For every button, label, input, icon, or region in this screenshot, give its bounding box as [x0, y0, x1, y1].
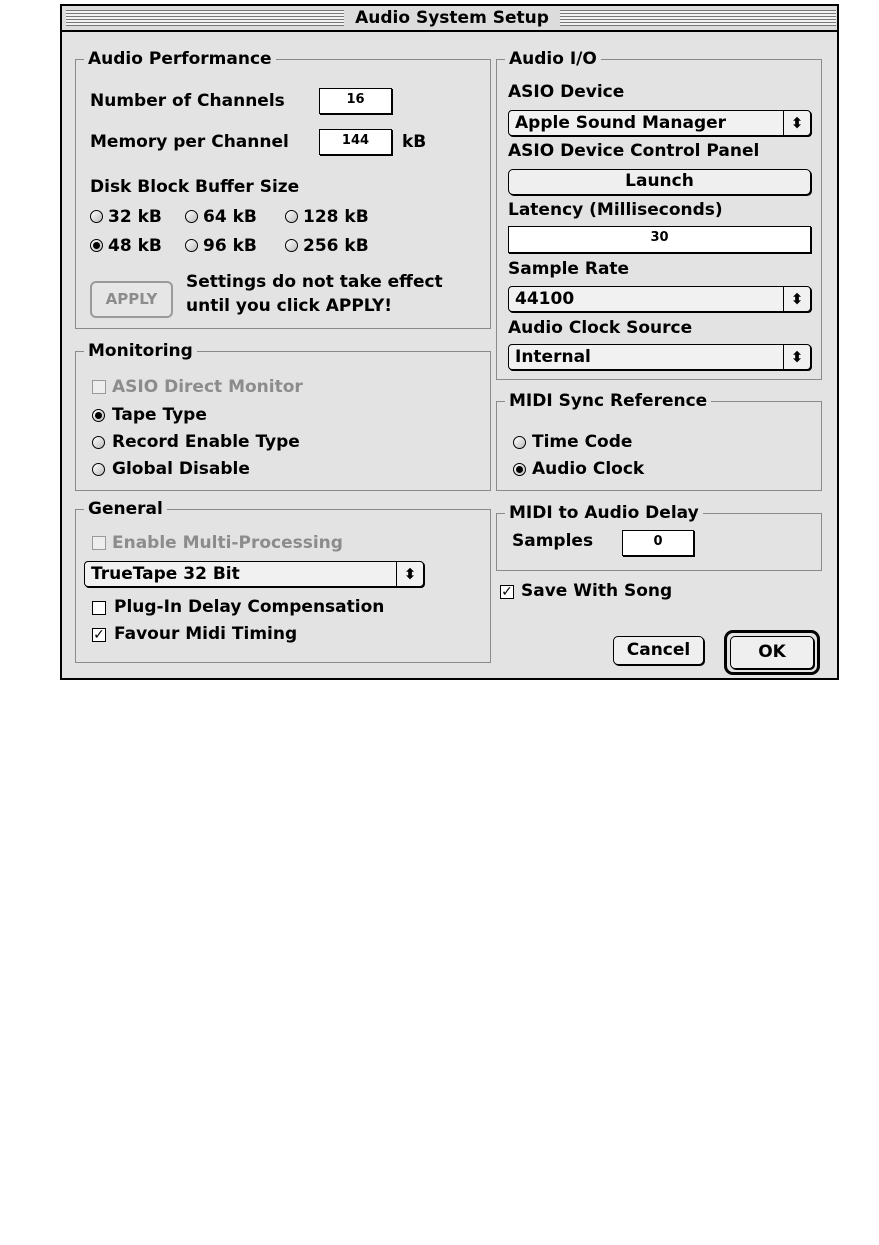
- clock-source-popup[interactable]: [508, 344, 811, 370]
- audio-clock-label: Audio Clock: [532, 459, 645, 479]
- updown-arrows-icon: ⬍: [790, 348, 804, 366]
- sample-rate-label: Sample Rate: [508, 259, 630, 279]
- samples-input[interactable]: 0: [622, 530, 694, 556]
- title-bar-stripes-right: [560, 10, 836, 26]
- buffer-64kb-radio[interactable]: [185, 210, 198, 223]
- apply-note-line1: Settings do not take effect: [186, 272, 443, 292]
- asio-device-popup[interactable]: [508, 110, 811, 136]
- audio-io-title: Audio I/O: [505, 47, 601, 71]
- apply-note-line2: until you click APPLY!: [186, 296, 393, 316]
- memory-label: Memory per Channel: [90, 132, 289, 152]
- buffer-128kb-radio[interactable]: [285, 210, 298, 223]
- asio-direct-monitor-label: ASIO Direct Monitor: [112, 377, 303, 397]
- general-title: General: [84, 497, 167, 521]
- cancel-button[interactable]: Cancel: [613, 636, 704, 665]
- buffer-96kb-label: 96 kB: [203, 236, 257, 256]
- midi-sync-title: MIDI Sync Reference: [505, 389, 711, 413]
- record-enable-type-label: Record Enable Type: [112, 432, 300, 452]
- clock-source-value: Internal: [515, 347, 591, 367]
- multi-processing-checkbox[interactable]: [92, 536, 106, 550]
- updown-arrows-icon: ⬍: [403, 565, 417, 583]
- window-title: Audio System Setup: [344, 7, 560, 29]
- buffer-128kb-label: 128 kB: [303, 207, 369, 227]
- latency-input[interactable]: 30: [508, 226, 811, 253]
- engine-popup[interactable]: [84, 561, 424, 587]
- audio-system-setup-dialog: [60, 4, 839, 680]
- sample-rate-value: 44100: [515, 289, 575, 309]
- buffer-32kb-radio[interactable]: [90, 210, 103, 223]
- channels-label: Number of Channels: [90, 91, 285, 111]
- launch-button[interactable]: Launch: [508, 169, 811, 195]
- buffer-256kb-radio[interactable]: [285, 239, 298, 252]
- buffer-48kb-radio[interactable]: [90, 239, 103, 252]
- save-with-song-label: Save With Song: [521, 581, 673, 601]
- asio-device-value: Apple Sound Manager: [515, 113, 727, 133]
- ok-button[interactable]: OK: [730, 636, 814, 669]
- engine-popup-value: TrueTape 32 Bit: [91, 564, 240, 584]
- monitoring-title: Monitoring: [84, 339, 197, 363]
- tape-type-label: Tape Type: [112, 405, 207, 425]
- samples-label: Samples: [512, 531, 594, 551]
- checkmark-icon: ✓: [501, 584, 513, 600]
- title-bar[interactable]: [62, 6, 837, 32]
- save-with-song-checkbox[interactable]: [500, 585, 514, 599]
- audio-clock-radio[interactable]: [513, 463, 526, 476]
- asio-direct-monitor-checkbox[interactable]: [92, 380, 106, 394]
- buffer-48kb-label: 48 kB: [108, 236, 162, 256]
- global-disable-radio[interactable]: [92, 463, 105, 476]
- midi-delay-title: MIDI to Audio Delay: [505, 501, 703, 525]
- audio-performance-title: Audio Performance: [84, 47, 276, 71]
- multi-processing-label: Enable Multi-Processing: [112, 533, 343, 553]
- buffer-64kb-label: 64 kB: [203, 207, 257, 227]
- memory-unit: kB: [402, 132, 427, 152]
- updown-arrows-icon: ⬍: [790, 290, 804, 308]
- checkmark-icon: ✓: [93, 627, 105, 643]
- record-enable-type-radio[interactable]: [92, 436, 105, 449]
- global-disable-label: Global Disable: [112, 459, 250, 479]
- time-code-label: Time Code: [532, 432, 633, 452]
- buffer-size-label: Disk Block Buffer Size: [90, 177, 300, 197]
- time-code-radio[interactable]: [513, 436, 526, 449]
- clock-source-label: Audio Clock Source: [508, 318, 693, 338]
- channels-input[interactable]: 16: [319, 88, 392, 114]
- tape-type-radio[interactable]: [92, 409, 105, 422]
- favour-midi-label: Favour Midi Timing: [114, 624, 298, 644]
- sample-rate-popup[interactable]: [508, 286, 811, 312]
- title-bar-stripes-left: [66, 10, 344, 26]
- latency-label: Latency (Milliseconds): [508, 200, 723, 220]
- buffer-32kb-label: 32 kB: [108, 207, 162, 227]
- buffer-96kb-radio[interactable]: [185, 239, 198, 252]
- apply-button[interactable]: APPLY: [90, 281, 173, 318]
- plugin-delay-checkbox[interactable]: [92, 601, 106, 615]
- plugin-delay-label: Plug-In Delay Compensation: [114, 597, 385, 617]
- control-panel-label: ASIO Device Control Panel: [508, 141, 760, 161]
- favour-midi-checkbox[interactable]: [92, 628, 106, 642]
- memory-input[interactable]: 144: [319, 129, 392, 155]
- buffer-256kb-label: 256 kB: [303, 236, 369, 256]
- updown-arrows-icon: ⬍: [790, 114, 804, 132]
- asio-device-label: ASIO Device: [508, 82, 625, 102]
